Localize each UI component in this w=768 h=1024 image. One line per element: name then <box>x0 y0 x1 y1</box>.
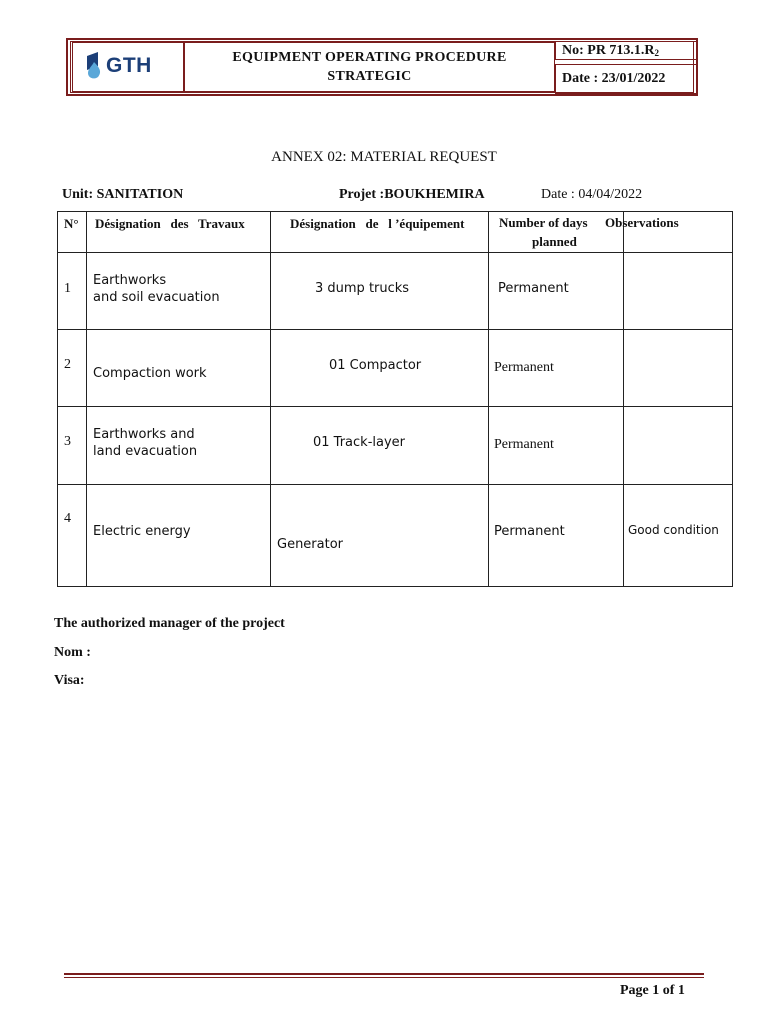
doc-number-sub: 2 <box>654 48 660 58</box>
manager-label: The authorized manager of the project <box>54 616 285 631</box>
row3-works-cell <box>87 407 271 485</box>
header-title-box <box>184 42 555 92</box>
row2-days-cell <box>489 330 624 407</box>
request-date: Date : 04/04/2022 <box>541 187 643 202</box>
row1-no: 1 <box>64 281 71 296</box>
row1-days-cell <box>489 253 624 330</box>
row3-days-cell <box>489 407 624 485</box>
row1-equipment: 3 dump trucks <box>315 281 410 296</box>
table-row <box>58 407 733 485</box>
row4-days-cell <box>489 485 624 587</box>
row1-days: Permanent <box>498 281 569 296</box>
row4-observations-cell <box>624 485 733 587</box>
table-row <box>58 330 733 407</box>
row2-no-cell <box>58 330 87 407</box>
nom-label: Nom : <box>54 645 91 660</box>
row2-no: 2 <box>64 357 71 372</box>
header-days-line2: planned <box>532 234 577 249</box>
annex-title: ANNEX 02: MATERIAL REQUEST <box>271 149 497 165</box>
header-no: N° <box>64 216 79 231</box>
header-observations: Observations <box>605 215 679 230</box>
material-request-table <box>57 211 733 587</box>
row4-works-line1: Electric energy <box>93 524 191 539</box>
row3-equipment: 01 Track-layer <box>313 435 405 450</box>
logo-text: GTH <box>106 54 152 77</box>
header-days-line1: Number of days <box>499 215 588 230</box>
doc-number <box>555 41 697 60</box>
row1-equipment-cell <box>271 253 489 330</box>
table-row <box>58 253 733 330</box>
unit-label: Unit: SANITATION <box>62 187 184 202</box>
row3-days: Permanent <box>494 437 554 452</box>
doc-date: Date : 23/01/2022 <box>555 64 697 94</box>
table-row <box>58 485 733 587</box>
header-title-line2: STRATEGIC <box>327 69 412 84</box>
header-equipment: Désignation de l ’équipement <box>290 216 465 231</box>
row3-no: 3 <box>64 434 71 449</box>
row4-equipment: Generator <box>277 537 344 552</box>
row1-observations-cell <box>624 253 733 330</box>
row2-works-cell <box>87 330 271 407</box>
row3-equipment-cell <box>271 407 489 485</box>
page-number: Page 1 of 1 <box>620 983 685 998</box>
row1-works-line2: and soil evacuation <box>93 290 220 305</box>
table-header-row <box>58 212 733 253</box>
row2-observations-cell <box>624 330 733 407</box>
project-label: Projet :BOUKHEMIRA <box>339 187 485 202</box>
row2-equipment: 01 Compactor <box>329 358 422 373</box>
row4-no-cell <box>58 485 87 587</box>
row4-no: 4 <box>64 511 71 526</box>
row3-observations-cell <box>624 407 733 485</box>
row1-no-cell <box>58 253 87 330</box>
gth-logo <box>84 50 164 82</box>
header-cell-observations <box>605 212 733 253</box>
drop-logo-icon <box>84 52 104 80</box>
header-cell-equipment <box>271 212 489 253</box>
footer-rule <box>64 973 704 975</box>
visa-label: Visa: <box>54 673 85 688</box>
row4-works-cell <box>87 485 271 587</box>
doc-number-text: No: PR 713.1.R <box>562 43 655 58</box>
header-cell-works <box>87 212 271 253</box>
footer-rule-thin <box>64 977 704 978</box>
header-works: Désignation des Travaux <box>95 216 245 231</box>
row1-works-line1: Earthworks <box>93 273 167 288</box>
row3-works-line1: Earthworks and <box>93 427 195 442</box>
row3-no-cell <box>58 407 87 485</box>
row2-works-line1: Compaction work <box>93 366 207 381</box>
row2-equipment-cell <box>271 330 489 407</box>
row2-days: Permanent <box>494 360 554 375</box>
header-title-line1: EQUIPMENT OPERATING PROCEDURE <box>232 50 507 65</box>
row3-works-line2: land evacuation <box>93 444 198 459</box>
header-cell-no <box>58 212 87 253</box>
row4-equipment-cell <box>271 485 489 587</box>
row4-observations: Good condition <box>628 523 719 537</box>
row4-days: Permanent <box>494 524 565 539</box>
row1-works-cell <box>87 253 271 330</box>
header-cell-days <box>489 212 624 253</box>
